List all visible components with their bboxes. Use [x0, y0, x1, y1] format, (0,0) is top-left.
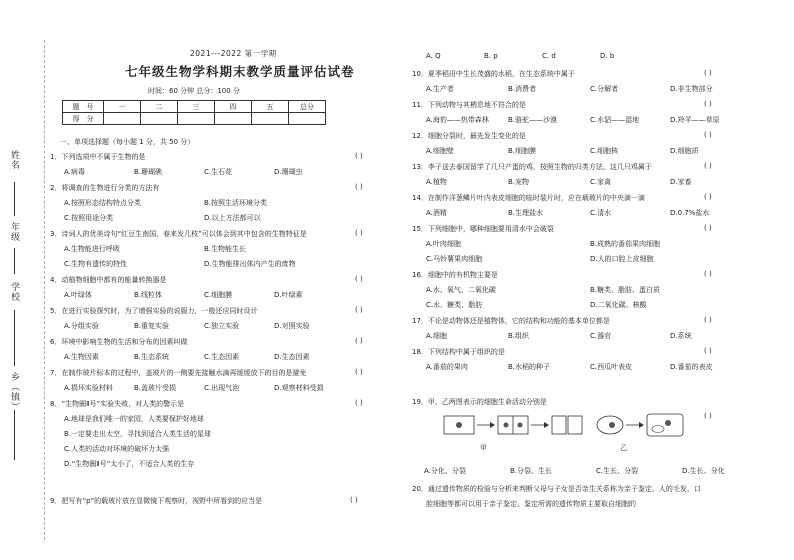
- option[interactable]: D.家畜: [670, 178, 692, 186]
- option[interactable]: A.病毒: [64, 168, 85, 176]
- option[interactable]: B.消费者: [508, 85, 537, 93]
- question-9: 9．把写有“p”的载玻片放在显微镜下观察时，视野中所看到的应当是: [50, 497, 263, 505]
- option[interactable]: D.对照实验: [274, 322, 310, 330]
- question-text: 4．动植物细胞中都有的能量转换器是: [50, 276, 167, 284]
- score-cell: 三: [178, 101, 215, 113]
- answer-paren[interactable]: ( ): [704, 224, 712, 232]
- option[interactable]: A.酒精: [426, 209, 447, 217]
- score-table-header-row: [63, 101, 326, 113]
- question-text: 8．“生物圈Ⅱ号”实验失败，对人类的警示是: [50, 400, 185, 408]
- option[interactable]: C.清水: [590, 209, 612, 217]
- option[interactable]: D.番茄的表皮: [670, 363, 713, 371]
- option[interactable]: B.细胞膜: [508, 147, 537, 155]
- answer-paren[interactable]: ( ): [704, 131, 712, 139]
- option[interactable]: A.植物: [426, 178, 447, 186]
- option[interactable]: B.盖玻片受损: [134, 384, 177, 392]
- township-blank: [14, 410, 16, 460]
- score-table: [62, 100, 326, 125]
- option[interactable]: A.按照形态结构特点分类: [64, 199, 141, 207]
- option[interactable]: A.番茄的果肉: [426, 363, 468, 371]
- cell-nucleus: [609, 422, 615, 428]
- answer-paren[interactable]: ( ): [704, 100, 712, 108]
- binding-margin: [0, 0, 40, 560]
- option[interactable]: C.独立实验: [204, 322, 240, 330]
- option[interactable]: B.分裂、生长: [510, 467, 553, 475]
- question-text: 7．在制作玻片标本的过程中，盖玻片的一侧要先接触水滴再缓缓放下的目的是避免: [50, 369, 307, 377]
- option[interactable]: A.分化、分裂: [424, 467, 466, 475]
- option[interactable]: D.观察材料受损: [274, 384, 324, 392]
- option[interactable]: D.生物能排出体内产生的废物: [204, 260, 296, 268]
- option[interactable]: A.生产者: [426, 85, 454, 93]
- question-20-line-1: 20．通过遗传物质的检验与分析来判断父母与子女是否亲生关系称为亲子鉴定。人的毛发、口: [412, 485, 701, 493]
- option[interactable]: B. p: [484, 52, 498, 60]
- cell-vacuole: [652, 426, 664, 433]
- term-label: 2021---2022 第一学期: [190, 49, 277, 58]
- diagram-label-jia: 甲: [480, 444, 487, 452]
- school-blank: [14, 310, 16, 366]
- score-input-cell[interactable]: [215, 113, 252, 125]
- score-cell: 总分: [289, 101, 326, 113]
- score-cell: 二: [141, 101, 178, 113]
- option[interactable]: D.非生物部分: [670, 85, 713, 93]
- option[interactable]: D.羚羊——草原: [670, 116, 720, 124]
- question-20-line-2: 腔细胞等都可以用于亲子鉴定。鉴定所需的遗传物质主要取自细胞的: [426, 500, 636, 508]
- answer-paren[interactable]: ( ): [355, 152, 363, 160]
- option[interactable]: C.器官: [590, 332, 612, 340]
- option[interactable]: C.生长、分裂: [596, 467, 639, 475]
- option[interactable]: C.生物有遗传的特性: [64, 260, 128, 268]
- option[interactable]: A.生物能进行呼吸: [64, 245, 120, 253]
- option[interactable]: B.线粒体: [134, 291, 163, 299]
- option[interactable]: C.分解者: [590, 85, 619, 93]
- question-19: 19．甲、乙两图表示的细胞生命活动分别是: [412, 398, 547, 406]
- answer-paren[interactable]: ( ): [704, 162, 712, 170]
- arrow-head: [544, 422, 549, 428]
- score-input-cell[interactable]: [289, 113, 326, 125]
- answer-paren[interactable]: ( ): [704, 270, 712, 278]
- diagram-jia: [444, 416, 582, 434]
- exam-meta: 时间：60 分钟 总分：100 分: [148, 87, 240, 95]
- option[interactable]: B.生理盐水: [508, 209, 544, 217]
- option[interactable]: C.水貂——湿地: [590, 116, 640, 124]
- option[interactable]: D.“生物圈Ⅱ号”太小了，不适合人类的生存: [64, 460, 195, 468]
- question-text: 16．细胞中的有机物主要是: [412, 271, 498, 279]
- question-text: 15．下列细胞中，哪种细胞要用清水中会破裂: [412, 225, 554, 233]
- question-text: 1．下列选项中不属于生物的是: [50, 153, 146, 161]
- option[interactable]: C.按照用途分类: [64, 214, 114, 222]
- option[interactable]: C.生石花: [204, 168, 233, 176]
- option[interactable]: B.水稻的种子: [508, 363, 551, 371]
- option[interactable]: B.生物能生长: [204, 245, 247, 253]
- section-heading: 一、单项选择题（每小题 1 分，共 50 分）: [60, 138, 195, 146]
- question-text: 2．将调查的生物进行分类的方法有: [50, 184, 160, 192]
- option[interactable]: C.家禽: [590, 178, 612, 186]
- option[interactable]: B.一定要走出太空，寻找到适合人类生活的星球: [64, 430, 212, 438]
- school-label: 学校: [9, 282, 19, 302]
- answer-paren[interactable]: ( ): [704, 316, 712, 324]
- answer-paren[interactable]: ( ): [350, 496, 358, 504]
- option[interactable]: B.组织: [508, 332, 530, 340]
- question-text: 6．环境中影响生物的生活和分布的因素叫做: [50, 338, 188, 346]
- option[interactable]: B.成熟的番茄果肉细胞: [590, 240, 661, 248]
- option[interactable]: A.损坏实验材料: [64, 384, 113, 392]
- option[interactable]: A.叶绿体: [64, 291, 92, 299]
- answer-paren[interactable]: ( ): [704, 347, 712, 355]
- option[interactable]: D.0.7%盐水: [670, 209, 710, 217]
- option[interactable]: A. Q: [426, 52, 441, 60]
- score-input-cell[interactable]: [104, 113, 141, 125]
- answer-paren[interactable]: ( ): [355, 229, 363, 237]
- cell-outline: [647, 414, 683, 436]
- score-input-cell[interactable]: [141, 113, 178, 125]
- answer-paren[interactable]: ( ): [355, 275, 363, 283]
- option[interactable]: C.水、糖类、脂肪: [426, 301, 483, 309]
- option[interactable]: D.生态因素: [274, 353, 310, 361]
- diagram-yi: [597, 414, 683, 436]
- option[interactable]: A.海豹——热带森林: [426, 116, 489, 124]
- option[interactable]: D.细胞质: [670, 147, 699, 155]
- grade-label: 年级: [9, 222, 19, 242]
- option[interactable]: C.出现气泡: [204, 384, 240, 392]
- answer-paren[interactable]: ( ): [355, 306, 363, 314]
- option[interactable]: A.水、氧气、二氧化碳: [426, 286, 496, 294]
- option[interactable]: B.生态系统: [134, 353, 170, 361]
- question-text: 12．细胞分裂时，最先发生变化的是: [412, 132, 526, 140]
- option[interactable]: B.珊瑚礁: [134, 168, 163, 176]
- cell-nucleus: [504, 423, 509, 428]
- option[interactable]: A.地球是我们唯一的家园，人类要保护好地球: [64, 415, 204, 423]
- option[interactable]: C.马铃薯果肉细胞: [426, 255, 483, 263]
- cell-nucleus: [518, 423, 523, 428]
- exam-title: 七年级生物学科期末教学质量评估试卷: [125, 64, 355, 79]
- question-text: 10．夏季稻田中生长茂盛的水稻，在生态系统中属于: [412, 70, 575, 78]
- option[interactable]: B.骆驼——沙漠: [508, 116, 558, 124]
- score-cell: 一: [104, 101, 141, 113]
- score-input-cell[interactable]: [178, 113, 215, 125]
- option[interactable]: C.细胞核: [590, 147, 619, 155]
- answer-paren[interactable]: ( ): [704, 69, 712, 77]
- cell-nucleus: [456, 422, 462, 428]
- option[interactable]: B.按照生活环境分类: [204, 199, 268, 207]
- option[interactable]: B.宠物: [508, 178, 530, 186]
- cell-diagram: [440, 410, 690, 456]
- score-cell: 五: [252, 101, 289, 113]
- option[interactable]: D.叶绿素: [274, 291, 303, 299]
- cell-outline: [568, 416, 582, 434]
- answer-paren[interactable]: ( ): [355, 368, 363, 376]
- option[interactable]: D.二氧化碳、核酸: [590, 301, 647, 309]
- score-cell: 得 分: [63, 113, 104, 125]
- option[interactable]: D.珊瑚虫: [274, 168, 303, 176]
- option[interactable]: A.生物因素: [64, 353, 99, 361]
- option[interactable]: D.以上方法都可以: [204, 214, 261, 222]
- option[interactable]: A.叶肉细胞: [426, 240, 461, 248]
- answer-paren[interactable]: ( ): [355, 183, 363, 191]
- score-cell: 四: [215, 101, 252, 113]
- score-input-cell[interactable]: [252, 113, 289, 125]
- score-cell: 题 号: [63, 101, 104, 113]
- answer-paren[interactable]: ( ): [355, 399, 363, 407]
- option[interactable]: C.细胞膜: [204, 291, 233, 299]
- answer-paren[interactable]: ( ): [704, 412, 712, 420]
- option[interactable]: C.生态因素: [204, 353, 240, 361]
- name-label: 姓名: [9, 150, 19, 170]
- question-text: 18．下列结构中属于组织的是: [412, 348, 505, 356]
- question-text: 13．李子送去泰国留学了几只产蛋的鸡，按照生物的归类方法，这几只鸡属于: [412, 163, 652, 171]
- score-table-score-row: [63, 113, 326, 125]
- option[interactable]: A.分组实验: [64, 322, 99, 330]
- name-blank: [14, 182, 16, 216]
- answer-paren[interactable]: ( ): [704, 193, 712, 201]
- answer-paren[interactable]: ( ): [355, 337, 363, 345]
- township-label: 乡（镇）: [9, 372, 19, 412]
- question-text: 3．诗词人的优美诗句“红豆生南国，春来发几枝”可以体会到其中包含的生物特征是: [50, 230, 307, 238]
- option[interactable]: D. b: [600, 52, 615, 60]
- option[interactable]: D.生长、分化: [682, 467, 725, 475]
- cell-nucleus: [665, 420, 671, 426]
- option[interactable]: A.细胞: [426, 332, 447, 340]
- option[interactable]: C.人类的活动对环境的破坏力太强: [64, 445, 170, 453]
- question-text: 17．不论是动物体还是植物体，它的结构和功能的基本单位都是: [412, 317, 610, 325]
- question-text: 5．在进行实验探究时，为了增强实验的说服力，一般还应同时设计: [50, 307, 258, 315]
- option[interactable]: B.糖类、脂肪、蛋白质: [590, 286, 661, 294]
- diagram-label-yi: 乙: [620, 444, 627, 452]
- cell-outline: [552, 416, 566, 434]
- fold-line: [44, 40, 45, 540]
- option[interactable]: A.细胞壁: [426, 147, 454, 155]
- arrow-head: [639, 422, 644, 428]
- grade-blank: [14, 248, 16, 274]
- option[interactable]: C. d: [542, 52, 556, 60]
- question-text: 11．下列动物与其栖息地不符合的是: [412, 101, 526, 109]
- option[interactable]: C.西瓜叶表皮: [590, 363, 633, 371]
- option[interactable]: D.人的口腔上皮细胞: [590, 255, 654, 263]
- option[interactable]: D.系统: [670, 332, 692, 340]
- option[interactable]: B.重复实验: [134, 322, 170, 330]
- question-text: 14．在制作洋葱鳞片叶内表皮细胞的临时装片时，应在载玻片的中央滴一滴: [412, 194, 645, 202]
- arrow-head: [490, 422, 495, 428]
